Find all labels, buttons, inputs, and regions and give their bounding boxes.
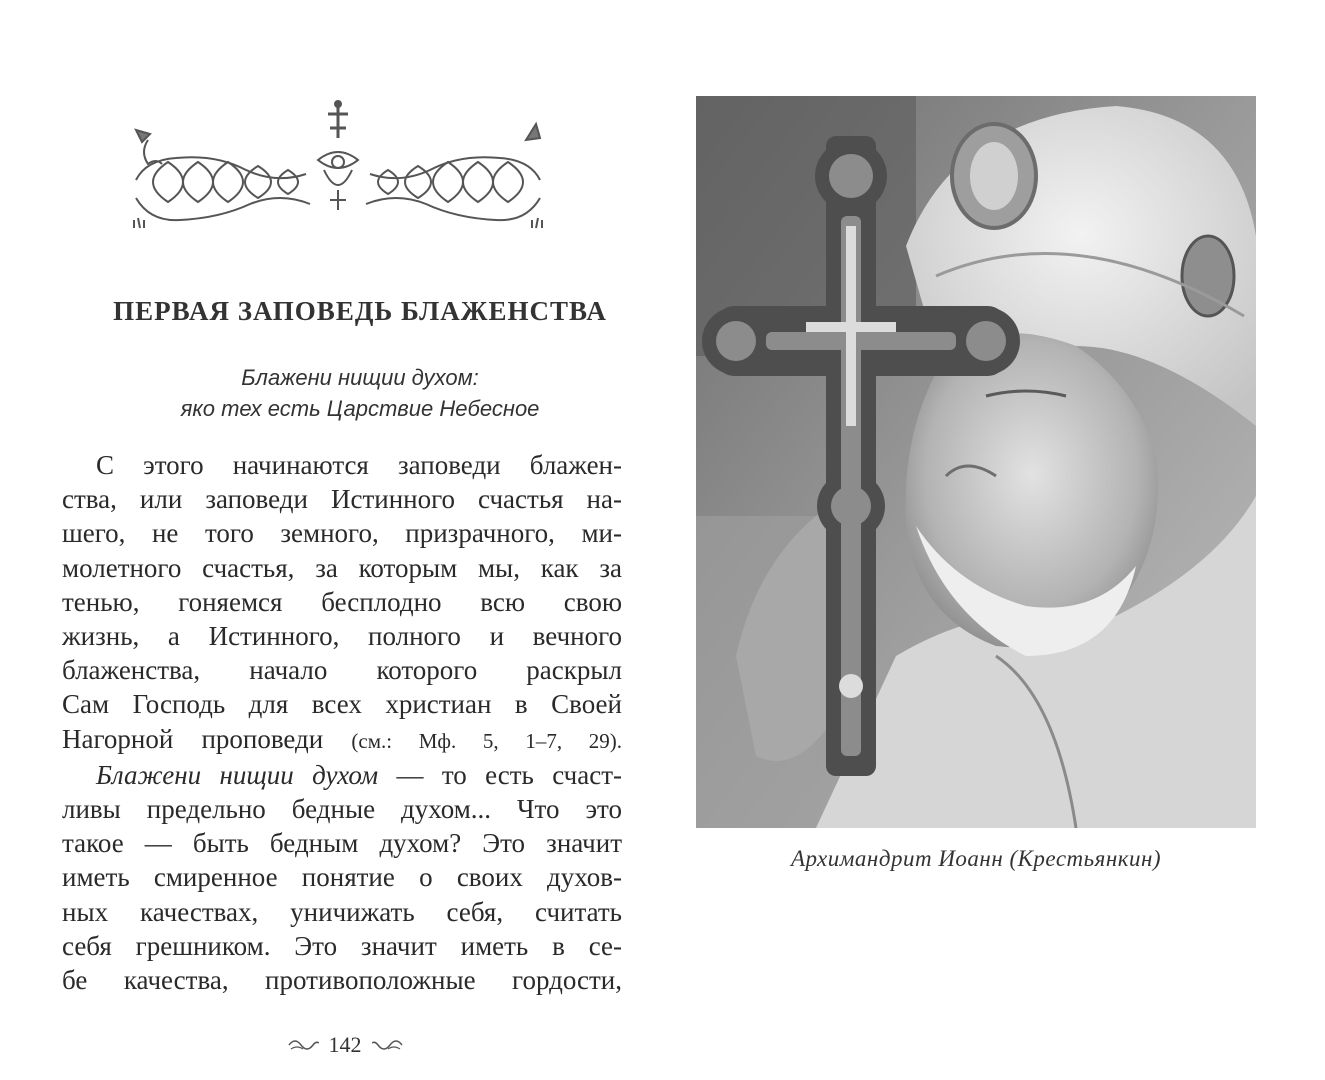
portrait-photo bbox=[696, 96, 1256, 828]
ornamental-headpiece-icon bbox=[128, 100, 548, 230]
body-text-fragment: Нагорной проповеди bbox=[62, 723, 324, 754]
body-line: бе качества, противоположные гордости, bbox=[62, 965, 622, 996]
body-line: ства, или заповеди Истинного счастья на- bbox=[62, 484, 622, 515]
photo-caption: Архимандрит Иоанн (Крестьянкин) bbox=[790, 846, 1162, 871]
body-line: молетного счастья, за которым мы, как за bbox=[62, 552, 622, 583]
left-page bbox=[0, 0, 662, 1080]
body-line: шего, не того земного, призрачного, ми- bbox=[62, 518, 622, 549]
body-line: иметь смиренное понятие о своих духов- bbox=[62, 862, 622, 893]
page-number: 142 bbox=[328, 1032, 362, 1057]
body-line: жизнь, а Истинного, полного и вечного bbox=[62, 621, 622, 652]
body-line: С этого начинаются заповеди блажен- bbox=[96, 450, 622, 480]
body-text-fragment: — то есть счаст- bbox=[396, 759, 623, 790]
epigraph-line: яко тех есть Царствие Небесное bbox=[180, 396, 540, 421]
body-line: такое — быть бедным духом? Это значит bbox=[62, 828, 622, 859]
body-line: ливы предельно бедные духом... Что это bbox=[62, 794, 622, 825]
page-footer bbox=[280, 1030, 410, 1060]
epigraph-line: Блажени нищии духом: bbox=[241, 365, 479, 390]
body-line: ных качествах, уничижать себя, считать bbox=[62, 896, 622, 927]
right-page bbox=[662, 0, 1325, 1080]
body-line bbox=[62, 722, 622, 758]
italic-quote: Блажени нищии духом bbox=[96, 759, 379, 790]
chapter-heading: ПЕРВАЯ ЗАПОВЕДЬ БЛАЖЕНСТВА bbox=[113, 296, 607, 326]
body-line: себя грешником. Это значит иметь в се- bbox=[62, 930, 622, 961]
epigraph bbox=[60, 362, 660, 424]
body-line: блаженства, начало которого раскрыл bbox=[62, 655, 622, 686]
page-flourish-icon bbox=[287, 1037, 319, 1053]
body-line bbox=[62, 758, 622, 792]
scripture-reference: (см.: Мф. 5, 1–7, 29). bbox=[351, 728, 622, 753]
body-text bbox=[62, 448, 622, 997]
body-line: тенью, гоняемся бесплодно всю свою bbox=[62, 586, 622, 617]
body-line: Сам Господь для всех христиан в Своей bbox=[62, 689, 622, 720]
page-flourish-icon bbox=[372, 1037, 404, 1053]
